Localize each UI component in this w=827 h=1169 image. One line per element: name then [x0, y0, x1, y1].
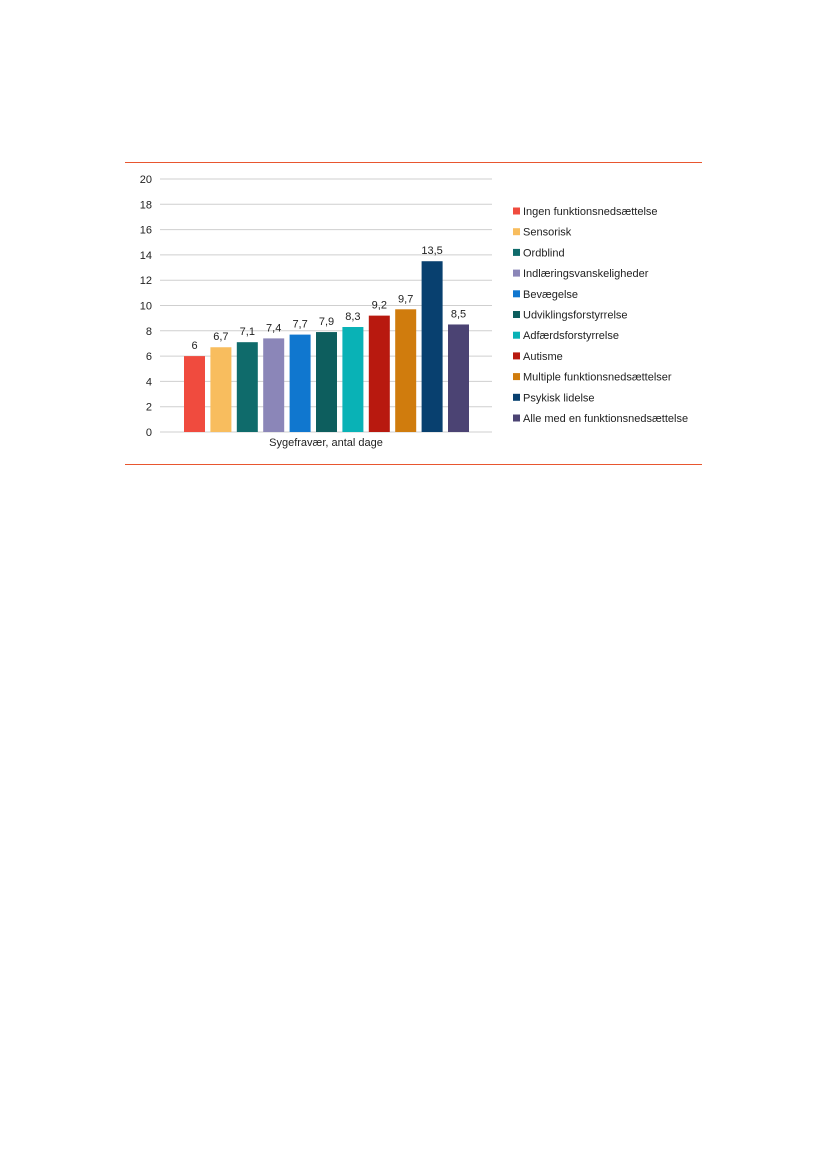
bars	[184, 261, 469, 432]
y-tick-label: 18	[139, 199, 152, 212]
legend-label: Psykisk lidelse	[523, 392, 595, 405]
bar	[422, 261, 443, 432]
bar	[342, 327, 363, 432]
bar	[210, 347, 231, 432]
data-label: 6,7	[213, 331, 229, 344]
y-tick-label: 0	[145, 427, 152, 439]
data-label: 7,9	[318, 316, 335, 329]
legend-swatch	[513, 311, 520, 318]
data-label: 9,2	[371, 299, 387, 312]
legend-swatch	[513, 415, 520, 422]
data-label: 7,4	[266, 322, 282, 335]
y-tick-label: 16	[139, 224, 152, 237]
x-axis-label: Sygefravær, antal dage	[269, 437, 383, 449]
legend-label: Udviklingsforstyrrelse	[523, 309, 628, 322]
legend-label: Ordblind	[523, 247, 565, 260]
y-tick-label: 4	[145, 376, 152, 389]
legend-label: Alle med en funktionsnedsættelse	[523, 413, 689, 425]
legend	[513, 206, 688, 425]
data-label: 8,5	[450, 308, 467, 321]
legend-label: Ingen funktionsnedsættelse	[523, 206, 658, 218]
legend-swatch	[513, 394, 520, 401]
y-tick-label: 20	[139, 174, 152, 186]
data-label: 8,3	[345, 311, 361, 324]
legend-label: Multiple funktionsnedsættelser	[523, 371, 672, 384]
legend-swatch	[513, 352, 520, 359]
y-tick-label: 14	[139, 249, 152, 262]
bar	[395, 309, 416, 432]
legend-label: Bevægelse	[523, 288, 579, 301]
data-label: 9,7	[398, 293, 414, 306]
data-label: 13,5	[421, 245, 443, 258]
legend-label: Adfærdsforstyrrelse	[523, 330, 619, 343]
bar	[263, 338, 284, 432]
bar	[184, 356, 205, 432]
legend-label: Indlæringsvanskeligheder	[523, 268, 649, 281]
bar	[290, 335, 311, 432]
legend-swatch	[513, 332, 520, 339]
bar	[237, 342, 258, 432]
y-tick-label: 12	[139, 275, 152, 288]
legend-label: Sensorisk	[523, 226, 572, 239]
y-tick-label: 10	[139, 300, 152, 313]
y-tick-label: 2	[145, 401, 152, 414]
bar	[448, 324, 469, 432]
data-label: 7,1	[239, 326, 255, 339]
legend-swatch	[513, 290, 520, 297]
bar	[316, 332, 337, 432]
legend-swatch	[513, 373, 520, 380]
y-axis-ticks	[140, 174, 152, 439]
y-tick-label: 6	[145, 351, 152, 364]
legend-label: Autisme	[523, 350, 563, 363]
legend-swatch	[513, 270, 520, 277]
bar	[369, 316, 390, 432]
legend-swatch	[513, 249, 520, 256]
legend-swatch	[513, 208, 520, 215]
data-label: 7,7	[292, 318, 308, 331]
legend-swatch	[513, 228, 520, 235]
y-tick-label: 8	[145, 325, 152, 338]
data-label: 6	[191, 340, 198, 353]
